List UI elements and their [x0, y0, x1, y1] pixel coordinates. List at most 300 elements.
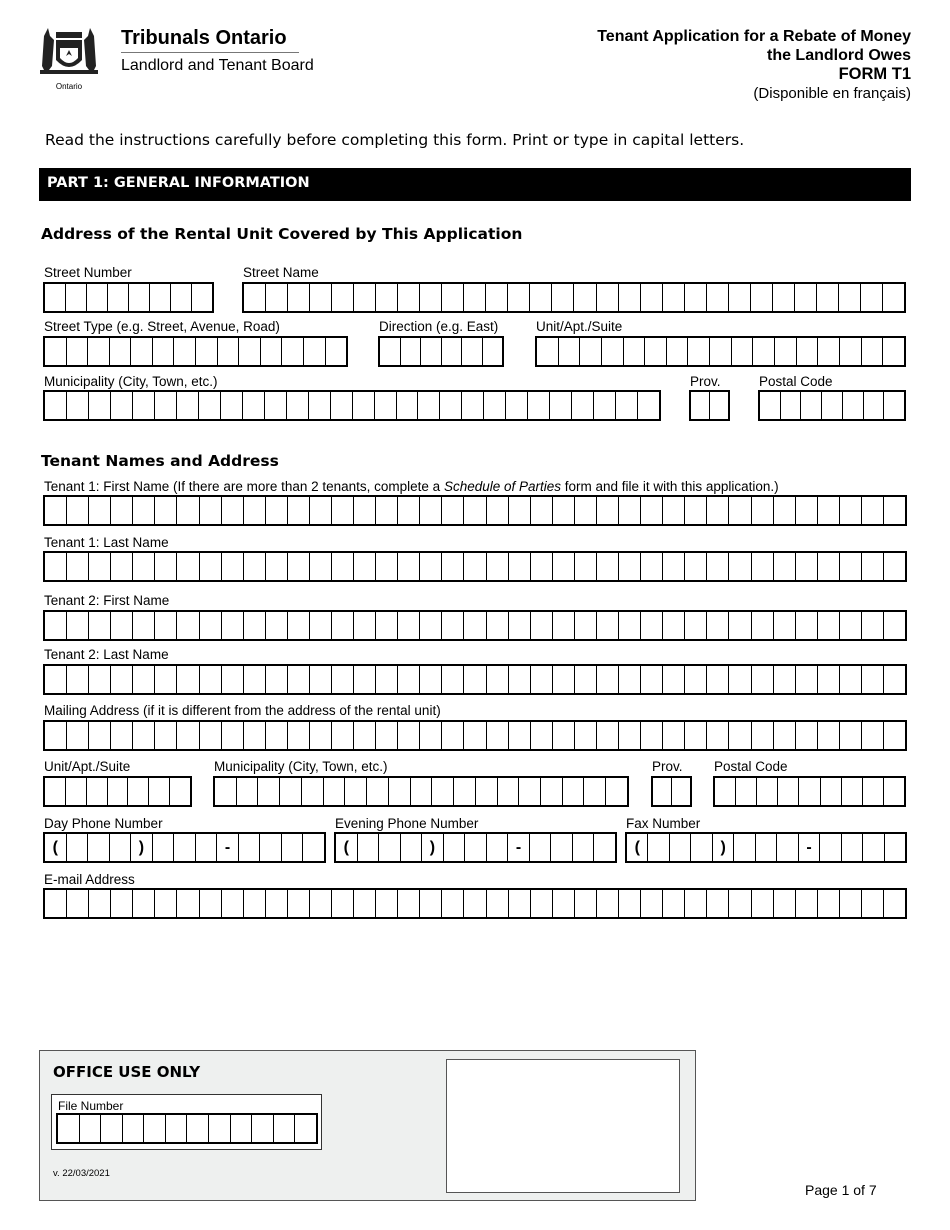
char-cell[interactable]	[818, 497, 840, 524]
char-cell[interactable]	[663, 553, 685, 580]
char-cell[interactable]	[774, 612, 796, 639]
char-cell[interactable]	[310, 666, 332, 693]
char-cell[interactable]	[575, 666, 597, 693]
char-cell[interactable]	[398, 497, 420, 524]
street-number-input[interactable]	[43, 282, 214, 313]
municipality-input[interactable]	[43, 390, 661, 421]
unit-input[interactable]	[535, 336, 906, 367]
char-cell[interactable]	[775, 338, 797, 365]
char-cell[interactable]	[707, 890, 729, 917]
char-cell[interactable]	[531, 722, 553, 749]
char-cell[interactable]	[153, 338, 175, 365]
char-cell[interactable]	[200, 890, 222, 917]
char-cell[interactable]	[648, 834, 669, 861]
char-cell[interactable]	[332, 666, 354, 693]
char-cell[interactable]	[108, 284, 129, 311]
char-cell[interactable]	[487, 497, 509, 524]
char-cell[interactable]	[462, 338, 483, 365]
char-cell[interactable]	[685, 284, 707, 311]
char-cell[interactable]	[398, 722, 420, 749]
char-cell[interactable]	[820, 834, 841, 861]
char-cell[interactable]	[752, 497, 774, 524]
mail-postal-input[interactable]	[713, 776, 906, 807]
char-cell[interactable]	[553, 497, 575, 524]
char-cell[interactable]	[304, 338, 326, 365]
char-cell[interactable]	[244, 497, 266, 524]
char-cell[interactable]	[200, 497, 222, 524]
char-cell[interactable]	[67, 666, 89, 693]
char-cell[interactable]	[818, 890, 840, 917]
char-cell[interactable]	[796, 612, 818, 639]
char-cell[interactable]	[752, 890, 774, 917]
char-cell[interactable]	[843, 392, 864, 419]
char-cell[interactable]	[575, 612, 597, 639]
char-cell[interactable]	[476, 778, 498, 805]
char-cell[interactable]	[734, 834, 755, 861]
char-cell[interactable]	[280, 778, 302, 805]
char-cell[interactable]	[462, 392, 484, 419]
char-cell[interactable]	[842, 778, 863, 805]
char-cell[interactable]	[707, 666, 729, 693]
char-cell[interactable]	[89, 392, 111, 419]
char-cell[interactable]	[884, 612, 905, 639]
char-cell[interactable]	[691, 392, 710, 419]
char-cell[interactable]	[440, 392, 462, 419]
char-cell[interactable]	[818, 338, 840, 365]
char-cell[interactable]	[420, 497, 442, 524]
char-cell[interactable]	[244, 666, 266, 693]
char-cell[interactable]	[465, 834, 487, 861]
char-cell[interactable]	[884, 666, 905, 693]
char-cell[interactable]	[80, 1115, 102, 1142]
street-name-input[interactable]	[242, 282, 906, 313]
char-cell[interactable]	[553, 890, 575, 917]
char-cell[interactable]: )	[713, 834, 734, 861]
char-cell[interactable]	[796, 666, 818, 693]
char-cell[interactable]	[464, 666, 486, 693]
char-cell[interactable]	[260, 834, 282, 861]
char-cell[interactable]	[663, 497, 685, 524]
char-cell[interactable]	[376, 666, 398, 693]
char-cell[interactable]	[331, 392, 353, 419]
char-cell[interactable]	[884, 722, 905, 749]
char-cell[interactable]	[796, 722, 818, 749]
char-cell[interactable]: -	[508, 834, 530, 861]
char-cell[interactable]	[187, 1115, 209, 1142]
char-cell[interactable]	[133, 553, 155, 580]
char-cell[interactable]	[310, 890, 332, 917]
char-cell[interactable]	[200, 553, 222, 580]
char-cell[interactable]	[729, 284, 751, 311]
char-cell[interactable]	[288, 666, 310, 693]
char-cell[interactable]	[530, 284, 552, 311]
char-cell[interactable]	[884, 497, 905, 524]
char-cell[interactable]	[861, 284, 883, 311]
char-cell[interactable]	[67, 722, 89, 749]
char-cell[interactable]	[619, 890, 641, 917]
char-cell[interactable]	[376, 553, 398, 580]
char-cell[interactable]	[345, 778, 367, 805]
char-cell[interactable]	[559, 338, 581, 365]
char-cell[interactable]: -	[799, 834, 820, 861]
char-cell[interactable]	[597, 722, 619, 749]
char-cell[interactable]	[573, 834, 595, 861]
char-cell[interactable]	[487, 612, 509, 639]
char-cell[interactable]	[58, 1115, 80, 1142]
char-cell[interactable]	[398, 890, 420, 917]
char-cell[interactable]	[379, 834, 401, 861]
char-cell[interactable]	[332, 284, 354, 311]
char-cell[interactable]	[774, 722, 796, 749]
char-cell[interactable]	[822, 392, 843, 419]
char-cell[interactable]	[442, 722, 464, 749]
char-cell[interactable]	[354, 612, 376, 639]
char-cell[interactable]	[641, 666, 663, 693]
char-cell[interactable]	[801, 392, 822, 419]
char-cell[interactable]	[155, 612, 177, 639]
char-cell[interactable]	[133, 666, 155, 693]
char-cell[interactable]	[244, 553, 266, 580]
char-cell[interactable]	[244, 284, 266, 311]
char-cell[interactable]	[376, 890, 398, 917]
char-cell[interactable]	[624, 338, 646, 365]
char-cell[interactable]	[818, 553, 840, 580]
char-cell[interactable]	[133, 497, 155, 524]
char-cell[interactable]	[310, 722, 332, 749]
char-cell[interactable]	[641, 612, 663, 639]
char-cell[interactable]	[358, 834, 380, 861]
char-cell[interactable]	[641, 497, 663, 524]
char-cell[interactable]	[398, 612, 420, 639]
char-cell[interactable]	[442, 666, 464, 693]
char-cell[interactable]	[265, 392, 287, 419]
char-cell[interactable]	[326, 338, 347, 365]
char-cell[interactable]	[774, 890, 796, 917]
char-cell[interactable]	[398, 553, 420, 580]
char-cell[interactable]	[196, 834, 218, 861]
char-cell[interactable]	[641, 890, 663, 917]
char-cell[interactable]	[638, 392, 659, 419]
char-cell[interactable]	[752, 553, 774, 580]
char-cell[interactable]	[88, 338, 110, 365]
postal-code-input[interactable]	[758, 390, 906, 421]
char-cell[interactable]	[707, 722, 729, 749]
char-cell[interactable]	[663, 612, 685, 639]
char-cell[interactable]	[310, 553, 332, 580]
char-cell[interactable]	[177, 666, 199, 693]
char-cell[interactable]	[133, 612, 155, 639]
char-cell[interactable]	[397, 392, 419, 419]
char-cell[interactable]	[531, 666, 553, 693]
char-cell[interactable]	[663, 666, 685, 693]
char-cell[interactable]	[773, 284, 795, 311]
char-cell[interactable]	[303, 834, 324, 861]
char-cell[interactable]	[89, 553, 111, 580]
char-cell[interactable]	[884, 553, 905, 580]
char-cell[interactable]	[166, 1115, 188, 1142]
char-cell[interactable]	[153, 834, 175, 861]
char-cell[interactable]	[752, 666, 774, 693]
char-cell[interactable]: (	[45, 834, 67, 861]
char-cell[interactable]	[670, 834, 691, 861]
char-cell[interactable]	[729, 890, 751, 917]
fax-input[interactable]	[625, 832, 907, 863]
char-cell[interactable]: (	[627, 834, 648, 861]
char-cell[interactable]	[375, 392, 397, 419]
char-cell[interactable]	[67, 338, 89, 365]
char-cell[interactable]	[531, 553, 553, 580]
char-cell[interactable]	[797, 338, 819, 365]
char-cell[interactable]	[155, 890, 177, 917]
char-cell[interactable]	[129, 284, 150, 311]
char-cell[interactable]	[266, 497, 288, 524]
evening-phone-input[interactable]	[334, 832, 617, 863]
mail-prov-input[interactable]	[651, 776, 692, 807]
char-cell[interactable]	[215, 778, 237, 805]
char-cell[interactable]	[67, 890, 89, 917]
char-cell[interactable]	[155, 497, 177, 524]
char-cell[interactable]	[354, 722, 376, 749]
char-cell[interactable]	[862, 553, 884, 580]
char-cell[interactable]	[310, 497, 332, 524]
char-cell[interactable]	[222, 722, 244, 749]
char-cell[interactable]	[553, 666, 575, 693]
char-cell[interactable]	[266, 890, 288, 917]
char-cell[interactable]	[200, 722, 222, 749]
char-cell[interactable]	[707, 284, 729, 311]
char-cell[interactable]	[685, 666, 707, 693]
char-cell[interactable]	[509, 497, 531, 524]
char-cell[interactable]	[411, 778, 433, 805]
char-cell[interactable]	[218, 338, 240, 365]
char-cell[interactable]	[883, 338, 904, 365]
char-cell[interactable]	[111, 497, 133, 524]
char-cell[interactable]	[252, 1115, 274, 1142]
char-cell[interactable]	[89, 497, 111, 524]
char-cell[interactable]	[266, 553, 288, 580]
char-cell[interactable]	[45, 553, 67, 580]
char-cell[interactable]	[796, 553, 818, 580]
char-cell[interactable]	[663, 890, 685, 917]
char-cell[interactable]	[389, 778, 411, 805]
char-cell[interactable]	[729, 666, 751, 693]
day-phone-input[interactable]	[43, 832, 326, 863]
char-cell[interactable]	[672, 778, 690, 805]
char-cell[interactable]	[45, 778, 66, 805]
char-cell[interactable]	[174, 338, 196, 365]
char-cell[interactable]	[840, 666, 862, 693]
char-cell[interactable]	[487, 834, 509, 861]
char-cell[interactable]	[619, 497, 641, 524]
char-cell[interactable]	[483, 338, 503, 365]
char-cell[interactable]	[332, 553, 354, 580]
char-cell[interactable]	[376, 284, 398, 311]
char-cell[interactable]	[442, 553, 464, 580]
char-cell[interactable]	[464, 890, 486, 917]
char-cell[interactable]	[594, 392, 616, 419]
char-cell[interactable]	[729, 553, 751, 580]
char-cell[interactable]	[420, 666, 442, 693]
char-cell[interactable]	[155, 553, 177, 580]
char-cell[interactable]	[288, 553, 310, 580]
char-cell[interactable]	[487, 553, 509, 580]
char-cell[interactable]	[862, 338, 884, 365]
char-cell[interactable]	[619, 722, 641, 749]
char-cell[interactable]	[442, 497, 464, 524]
char-cell[interactable]	[863, 778, 884, 805]
char-cell[interactable]	[401, 338, 422, 365]
email-input[interactable]	[43, 888, 907, 919]
char-cell[interactable]	[200, 612, 222, 639]
char-cell[interactable]	[295, 1115, 316, 1142]
char-cell[interactable]	[509, 612, 531, 639]
char-cell[interactable]	[288, 722, 310, 749]
char-cell[interactable]	[420, 284, 442, 311]
char-cell[interactable]	[243, 392, 265, 419]
char-cell[interactable]	[244, 612, 266, 639]
char-cell[interactable]	[288, 497, 310, 524]
char-cell[interactable]	[885, 834, 905, 861]
char-cell[interactable]	[509, 890, 531, 917]
char-cell[interactable]	[45, 612, 67, 639]
char-cell[interactable]	[530, 834, 552, 861]
char-cell[interactable]	[641, 553, 663, 580]
char-cell[interactable]	[174, 834, 196, 861]
char-cell[interactable]	[376, 497, 398, 524]
char-cell[interactable]	[101, 1115, 123, 1142]
char-cell[interactable]	[133, 392, 155, 419]
char-cell[interactable]	[619, 553, 641, 580]
char-cell[interactable]	[862, 612, 884, 639]
char-cell[interactable]	[756, 834, 777, 861]
char-cell[interactable]	[884, 890, 905, 917]
char-cell[interactable]	[795, 284, 817, 311]
char-cell[interactable]	[332, 890, 354, 917]
char-cell[interactable]	[353, 392, 375, 419]
char-cell[interactable]	[498, 778, 520, 805]
char-cell[interactable]	[420, 722, 442, 749]
char-cell[interactable]	[597, 553, 619, 580]
char-cell[interactable]	[663, 722, 685, 749]
char-cell[interactable]	[111, 612, 133, 639]
char-cell[interactable]	[884, 392, 904, 419]
char-cell[interactable]	[133, 722, 155, 749]
char-cell[interactable]: )	[131, 834, 153, 861]
char-cell[interactable]	[821, 778, 842, 805]
char-cell[interactable]	[111, 722, 133, 749]
char-cell[interactable]	[774, 666, 796, 693]
char-cell[interactable]	[222, 666, 244, 693]
char-cell[interactable]	[487, 666, 509, 693]
char-cell[interactable]	[266, 612, 288, 639]
char-cell[interactable]	[432, 778, 454, 805]
char-cell[interactable]	[553, 722, 575, 749]
char-cell[interactable]	[509, 553, 531, 580]
char-cell[interactable]	[572, 392, 594, 419]
char-cell[interactable]	[781, 392, 802, 419]
char-cell[interactable]	[418, 392, 440, 419]
char-cell[interactable]	[310, 612, 332, 639]
char-cell[interactable]	[110, 338, 132, 365]
char-cell[interactable]	[862, 497, 884, 524]
char-cell[interactable]	[707, 497, 729, 524]
char-cell[interactable]	[667, 338, 689, 365]
char-cell[interactable]	[645, 338, 667, 365]
char-cell[interactable]	[575, 890, 597, 917]
char-cell[interactable]	[239, 338, 261, 365]
char-cell[interactable]	[111, 553, 133, 580]
char-cell[interactable]	[753, 338, 775, 365]
char-cell[interactable]	[177, 722, 199, 749]
char-cell[interactable]	[199, 392, 221, 419]
char-cell[interactable]	[710, 392, 728, 419]
char-cell[interactable]	[531, 612, 553, 639]
char-cell[interactable]	[89, 612, 111, 639]
char-cell[interactable]	[45, 392, 67, 419]
char-cell[interactable]	[508, 284, 530, 311]
char-cell[interactable]	[760, 392, 781, 419]
char-cell[interactable]	[796, 497, 818, 524]
char-cell[interactable]	[123, 1115, 145, 1142]
char-cell[interactable]	[45, 284, 66, 311]
char-cell[interactable]	[89, 722, 111, 749]
char-cell[interactable]	[177, 553, 199, 580]
char-cell[interactable]	[89, 890, 111, 917]
char-cell[interactable]	[541, 778, 563, 805]
char-cell[interactable]	[288, 612, 310, 639]
char-cell[interactable]	[531, 890, 553, 917]
char-cell[interactable]	[192, 284, 212, 311]
char-cell[interactable]	[67, 612, 89, 639]
char-cell[interactable]	[736, 778, 757, 805]
char-cell[interactable]	[597, 284, 619, 311]
char-cell[interactable]	[45, 722, 67, 749]
char-cell[interactable]	[509, 722, 531, 749]
char-cell[interactable]	[144, 1115, 166, 1142]
char-cell[interactable]	[200, 666, 222, 693]
char-cell[interactable]	[597, 497, 619, 524]
char-cell[interactable]	[324, 778, 346, 805]
char-cell[interactable]	[840, 497, 862, 524]
char-cell[interactable]	[266, 722, 288, 749]
char-cell[interactable]	[282, 834, 304, 861]
char-cell[interactable]	[487, 890, 509, 917]
direction-input[interactable]	[378, 336, 504, 367]
char-cell[interactable]	[464, 497, 486, 524]
char-cell[interactable]	[778, 778, 799, 805]
char-cell[interactable]	[367, 778, 389, 805]
char-cell[interactable]	[222, 612, 244, 639]
char-cell[interactable]	[729, 497, 751, 524]
char-cell[interactable]	[818, 612, 840, 639]
char-cell[interactable]	[150, 284, 171, 311]
char-cell[interactable]	[884, 778, 904, 805]
char-cell[interactable]	[155, 666, 177, 693]
char-cell[interactable]	[380, 338, 401, 365]
char-cell[interactable]	[484, 392, 506, 419]
char-cell[interactable]	[287, 392, 309, 419]
char-cell[interactable]	[839, 284, 861, 311]
char-cell[interactable]	[602, 338, 624, 365]
char-cell[interactable]	[584, 778, 606, 805]
char-cell[interactable]	[67, 834, 89, 861]
char-cell[interactable]	[155, 392, 177, 419]
char-cell[interactable]	[685, 722, 707, 749]
char-cell[interactable]	[442, 338, 463, 365]
char-cell[interactable]	[67, 497, 89, 524]
char-cell[interactable]	[531, 497, 553, 524]
tenant1-last-input[interactable]	[43, 551, 907, 582]
